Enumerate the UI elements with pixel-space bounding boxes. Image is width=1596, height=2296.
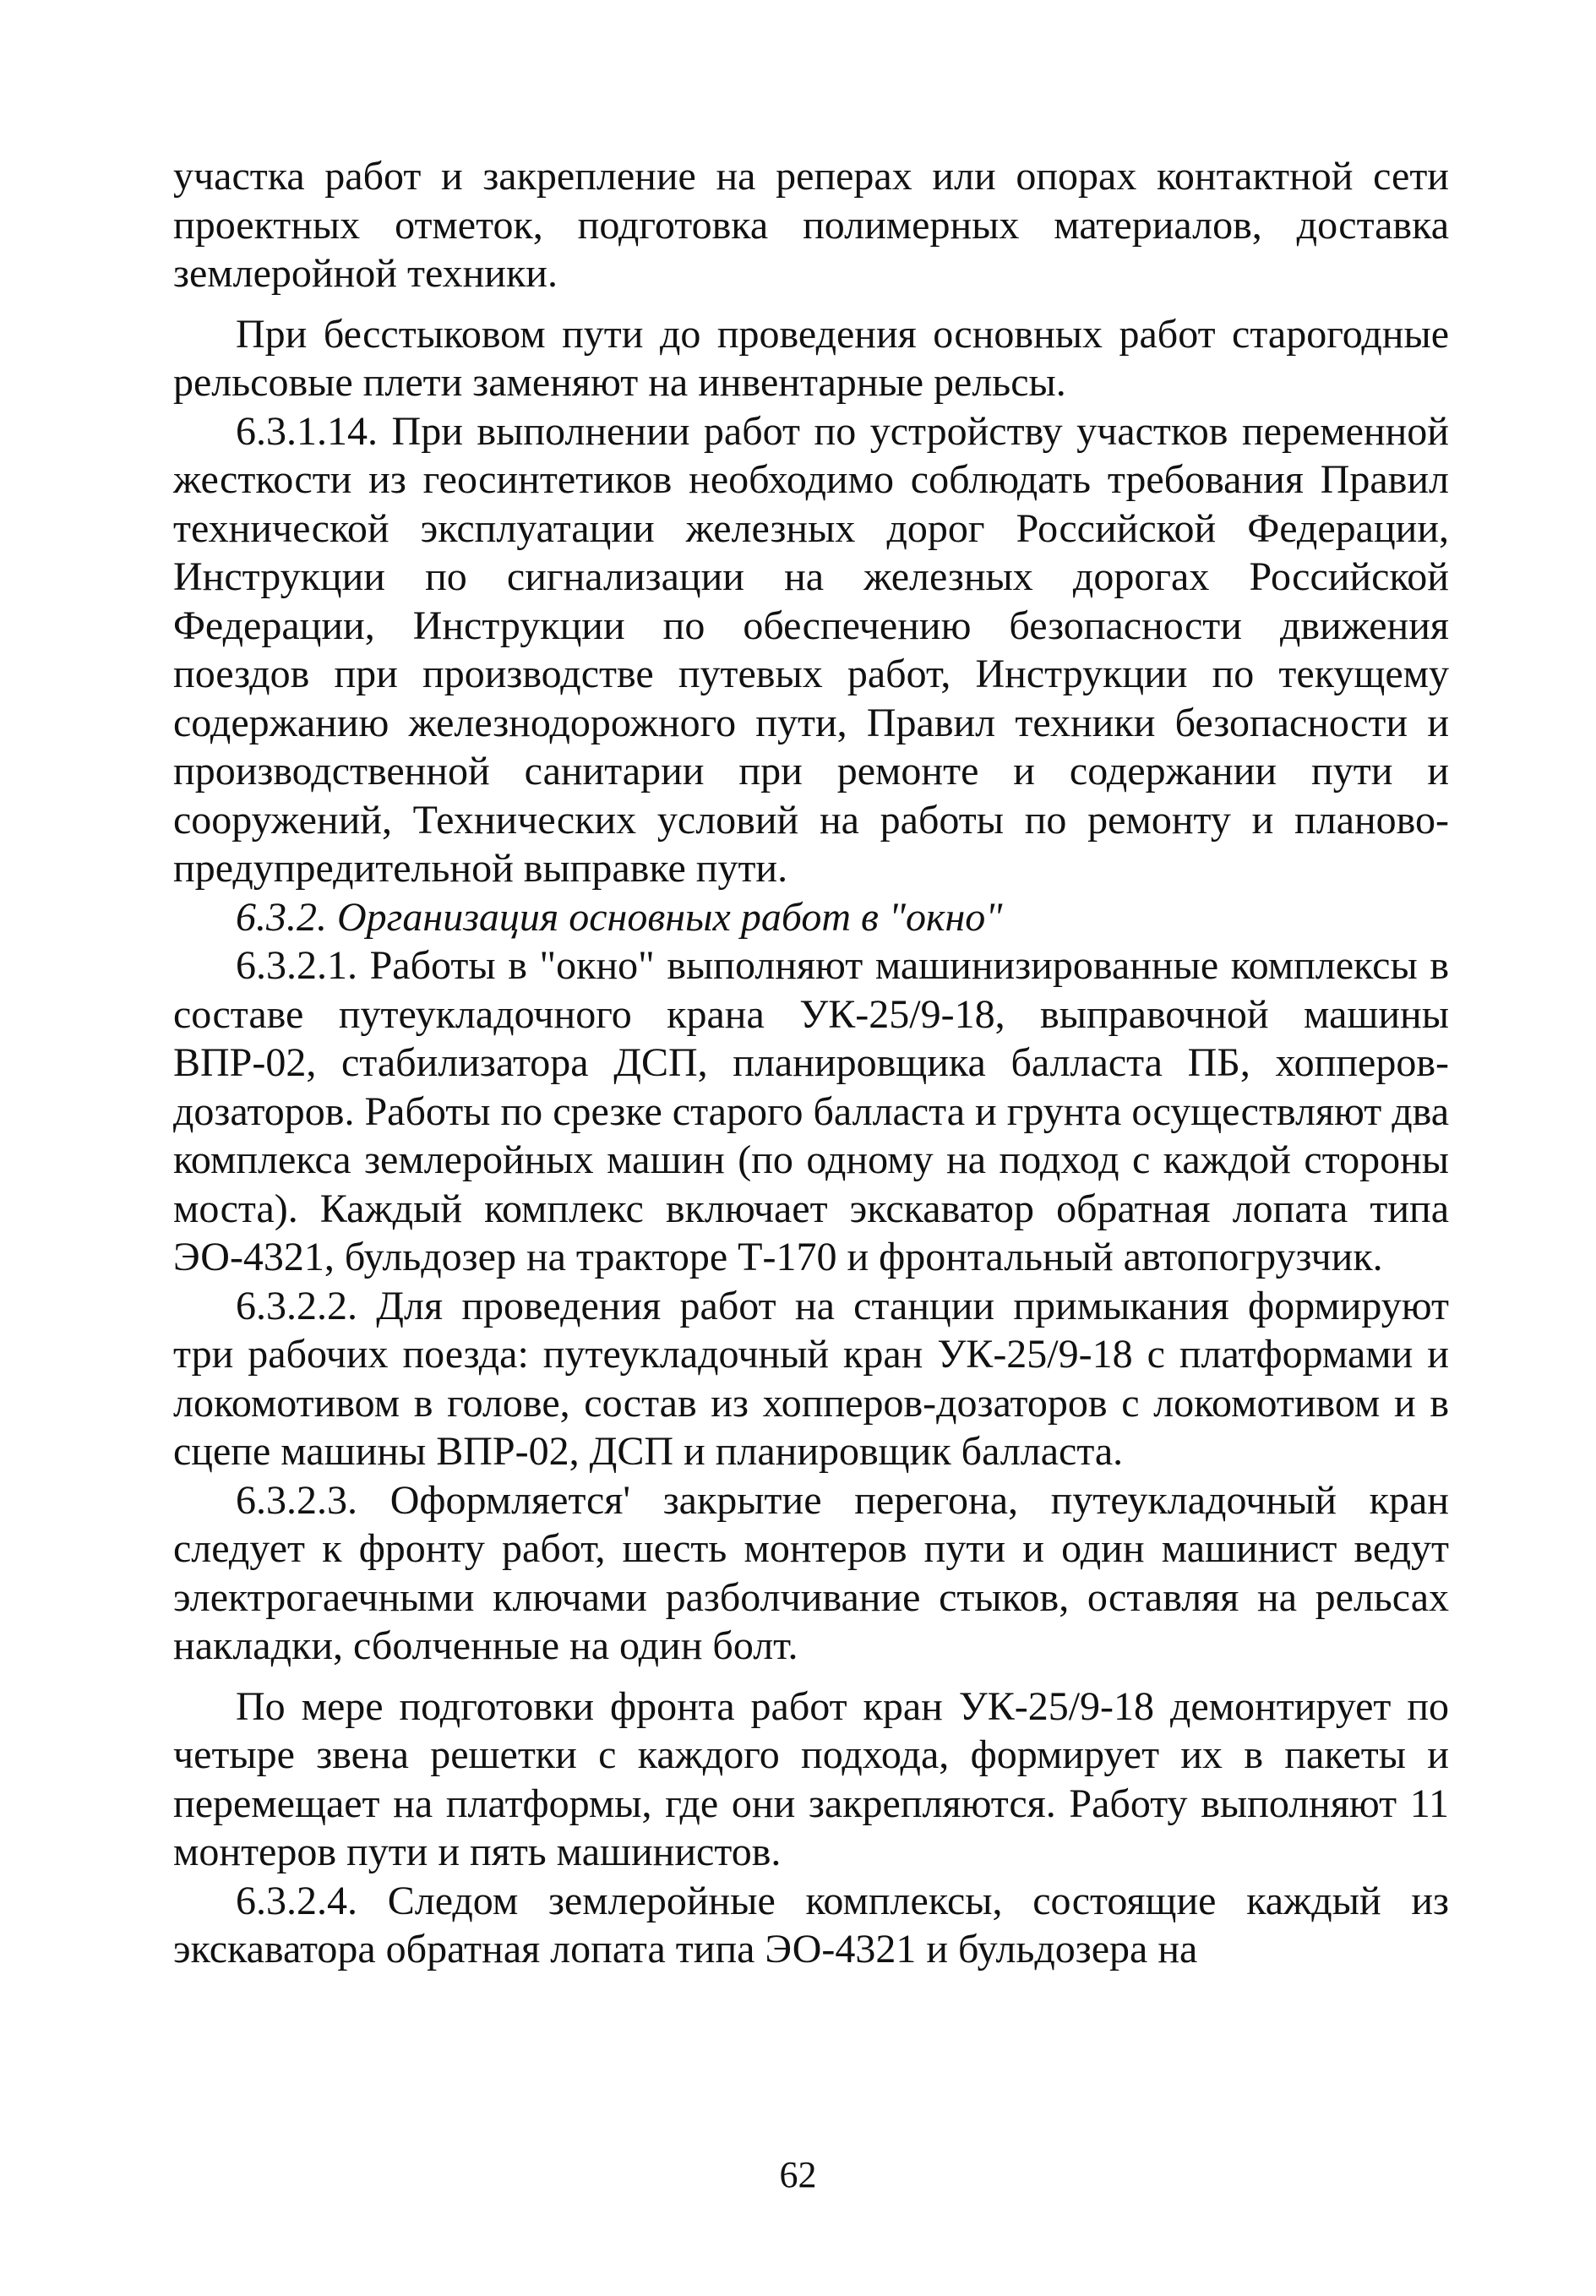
paragraph-crane-dismantling: По мере подготовки фронта работ кран УК-25/9-18 демонтирует по четыре звена решетки с каждого подхода, формирует их в пакеты и перемещает на платформы, где они закрепляются. Работу выполняют 11 монтеров пути и пять машинистов.	[173, 1683, 1449, 1874]
paragraph-6-3-1-14: 6.3.1.14. При выполнении работ по устройству участков переменной жесткости из геосинтетиков необходимо соблюдать требования Правил технической эксплуатации железных дорог Российской Федерации, Инструкции по сигнализации на железных дорогах Российской Федерации, Инструкции по обеспечению безопасности движения поездов при производстве путевых работ, Инструкции по текущему содержанию железнодорожного пути, Правил техники безопасности и производственной санитарии при ремонте и содержании пути и сооружений, Технических условий на работы по ремонту и планово-предупредительной выправке пути.	[173, 408, 1449, 891]
paragraph-6-3-2-4: 6.3.2.4. Следом землеройные комплексы, состоящие каждый из экскаватора обратная лопата типа ЭО-4321 и бульдозера на	[173, 1878, 1449, 1972]
paragraph-6-3-2-3: 6.3.2.3. Оформляется' закрытие перегона, путеукладочный кран следует к фронту работ, шесть монтеров пути и один машинист ведут электрогаечными ключами разболчивание стыков, оставляя на рельсах накладки, сболченные на один болт.	[173, 1477, 1449, 1668]
page-number: 62	[779, 2154, 817, 2195]
paragraph-continuous-welded-track: При бесстыковом пути до проведения основных работ старогодные рельсовые плети заменяют на инвентарные рельсы.	[173, 311, 1449, 405]
section-heading-6-3-2: 6.3.2. Организация основных работ в "окно"	[236, 894, 1003, 940]
paragraph-6-3-2-1: 6.3.2.1. Работы в "окно" выполняют машинизированные комплексы в составе путеукладочного крана УК-25/9-18, выправочной машины ВПР-02, стабилизатора ДСП, планировщика балласта ПБ, хопперов-дозаторов. Работы по срезке старого балласта и грунта осуществляют два комплекса землеройных машин (по одному на подход с каждой стороны моста). Каждый комплекс включает экскаватор обратная лопата типа ЭО-4321, бульдозер на тракторе Т-170 и фронтальный автопогрузчик.	[173, 943, 1449, 1279]
paragraph-6-3-2-2: 6.3.2.2. Для проведения работ на станции примыкания формируют три рабочих поезда: путеукладочный кран УК-25/9-18 с платформами и локомотивом в голове, состав из хопперов-дозаторов с локомотивом и в сцепе машины ВПР-02, ДСП и планировщик балласта.	[173, 1283, 1449, 1474]
document-page	[173, 152, 1449, 2130]
paragraph-continuation: участка работ и закрепление на реперах или опорах контактной сети проектных отметок, подготовка полимерных материалов, доставка землеройной техники.	[173, 154, 1449, 296]
